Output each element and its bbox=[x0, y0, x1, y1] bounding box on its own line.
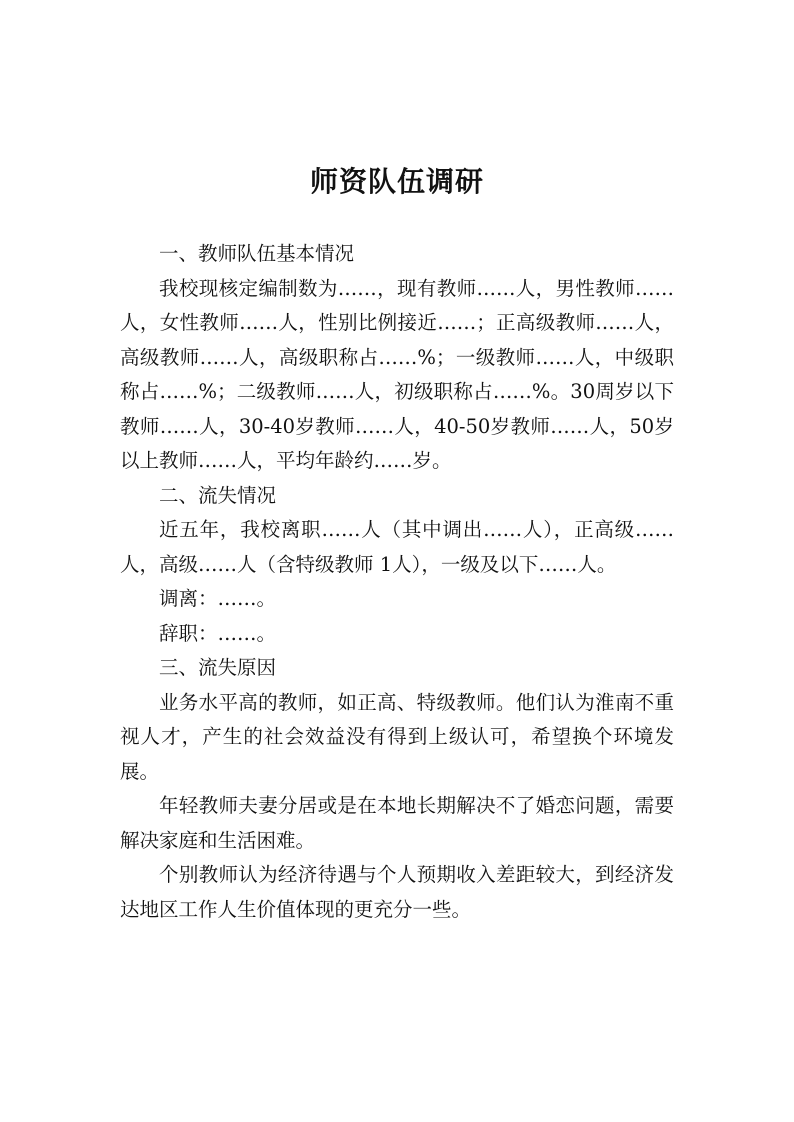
paragraph-reason-young-teachers: 年轻教师夫妻分居或是在本地长期解决不了婚恋问题，需要解决家庭和生活困难。 bbox=[120, 794, 674, 852]
section-heading-basic-info: 一、教师队伍基本情况 bbox=[159, 242, 355, 265]
paragraph-attrition-summary: 近五年，我校离职……人（其中调出……人），正高级……人，高级……人（含特级教师 1人），一级及以下……人。 bbox=[120, 518, 674, 576]
paragraph-reason-income: 个别教师认为经济待遇与个人预期收入差距较大，到经济发达地区工作人生价值体现的更充分一些。 bbox=[120, 863, 674, 921]
paragraph-resignation: 辞职：……。 bbox=[159, 621, 277, 645]
paragraph-reason-high-level: 业务水平高的教师，如正高、特级教师。他们认为淮南不重视人才，产生的社会效益没有得到上级认可，希望换个环境发展。 bbox=[120, 690, 674, 783]
paragraph-transfer: 调离：……。 bbox=[159, 587, 277, 610]
paragraph-basic-info: 我校现核定编制数为……，现有教师……人，男性教师……人，女性教师……人，性别比例接近……；正高级教师……人，高级教师……人，高级职称占……%；一级教师……人，中级职称占……%；二级教师……人，初级职称占……%。30周岁以下教师……人，30-40岁教师……人，40-50岁教师……人，50岁以上教师……人，平均年龄约……岁。 bbox=[120, 276, 674, 472]
section-heading-attrition: 二、流失情况 bbox=[159, 483, 277, 507]
document-title: 师资队伍调研 bbox=[309, 165, 484, 198]
document-body bbox=[120, 237, 674, 927]
section-heading-reasons: 三、流失原因 bbox=[159, 656, 277, 679]
